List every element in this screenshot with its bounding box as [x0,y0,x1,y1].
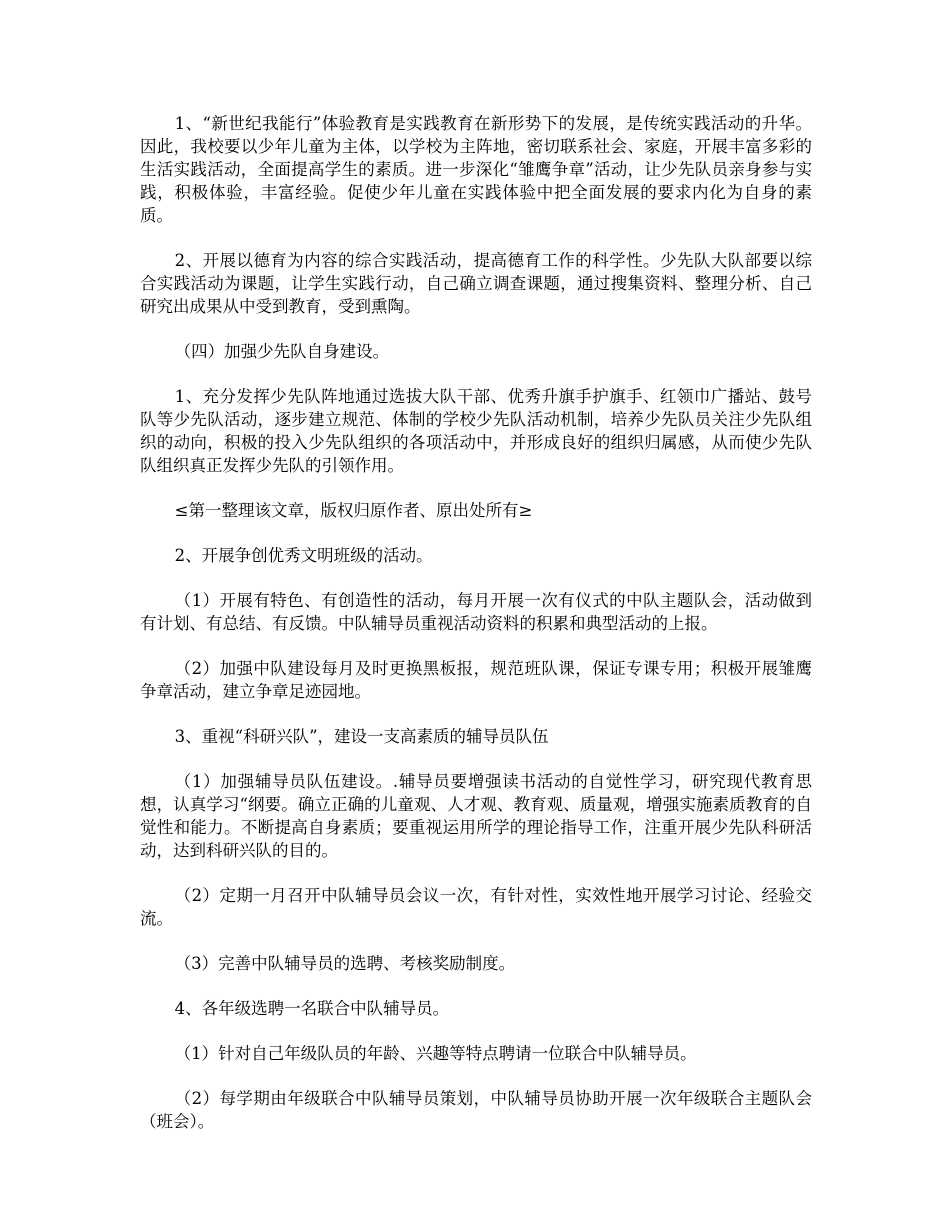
paragraph-9: （2）定期一月召开中队辅导员会议一次，有针对性，实效性地开展学习讨论、经验交流。 [140,886,812,928]
paragraph-12: （1）针对自己年级队员的年龄、兴趣等特点聘请一位联合中队辅导员。 [174,1044,697,1063]
section-heading-4: （四）加强少先队自身建设。 [174,342,390,361]
paragraph-6: （2）加强中队建设每月及时更换黑板报，规范班队课，保证专课专用；积极开展雏鹰争章活动，建立争章足迹园地。 [140,659,812,701]
paragraph-7: 3、重视“科研兴队”，建设一支高素质的辅导员队伍 [174,727,549,746]
paragraph-4: 2、开展争创优秀文明班级的活动。 [174,546,433,565]
paragraph-2: 2、开展以德育为内容的综合实践活动，提高德育工作的科学性。少先队大队部要以综合实践活动为课题，让学生实践行动，自己确立调查课题，通过搜集资料、整理分析、自己研究出成果从中受到教育，受到熏陶。 [140,251,812,316]
paragraph-8: （1）加强辅导员队伍建设。.辅导员要增强读书活动的自觉性学习，研究现代教育思想，认真学习“纲要。确立正确的儿童观、人才观、教育观、质量观，增强实施素质教育的自觉性和能力。不断提高自身素质；要重视运用所学的理论指导工作，注重开展少先队科研活动，达到科研兴队的目的。 [140,772,812,860]
paragraph-13: （2）每学期由年级联合中队辅导员策划，中队辅导员协助开展一次年级联合主题队会（班会）。 [140,1089,812,1131]
paragraph-3: 1、充分发挥少先队阵地通过选拔大队干部、优秀升旗手护旗手、红领巾广播站、鼓号队等少先队活动，逐步建立规范、体制的学校少先队活动机制，培养少先队员关注少先队组织的动向，积极的投入少先队组织的各项活动中，并形成良好的组织归属感，从而使少先队队组织真正发挥少先队的引领作用。 [140,387,812,475]
copyright-note: ≤第一整理该文章，版权归原作者、原出处所有≥ [174,501,533,520]
document-body [140,112,812,1155]
paragraph-1: 1、“新世纪我能行”体验教育是实践教育在新形势下的发展，是传统实践活动的升华。因此，我校要以少年儿童为主体，以学校为主阵地，密切联系社会、家庭，开展丰富多彩的生活实践活动，全面提高学生的素质。进一步深化“雏鹰争章”活动，让少先队员亲身参与实践，积极体验，丰富经验。促使少年儿童在实践体验中把全面发展的要求内化为自身的素质。 [140,114,812,225]
paragraph-10: （3）完善中队辅导员的选聘、考核奖励制度。 [174,954,516,973]
paragraph-5: （1）开展有特色、有创造性的活动，每月开展一次有仪式的中队主题队会，活动做到有计划、有总结、有反馈。中队辅导员重视活动资料的积累和典型活动的上报。 [140,591,812,633]
paragraph-11: 4、各年级选聘一名联合中队辅导员。 [174,999,450,1018]
